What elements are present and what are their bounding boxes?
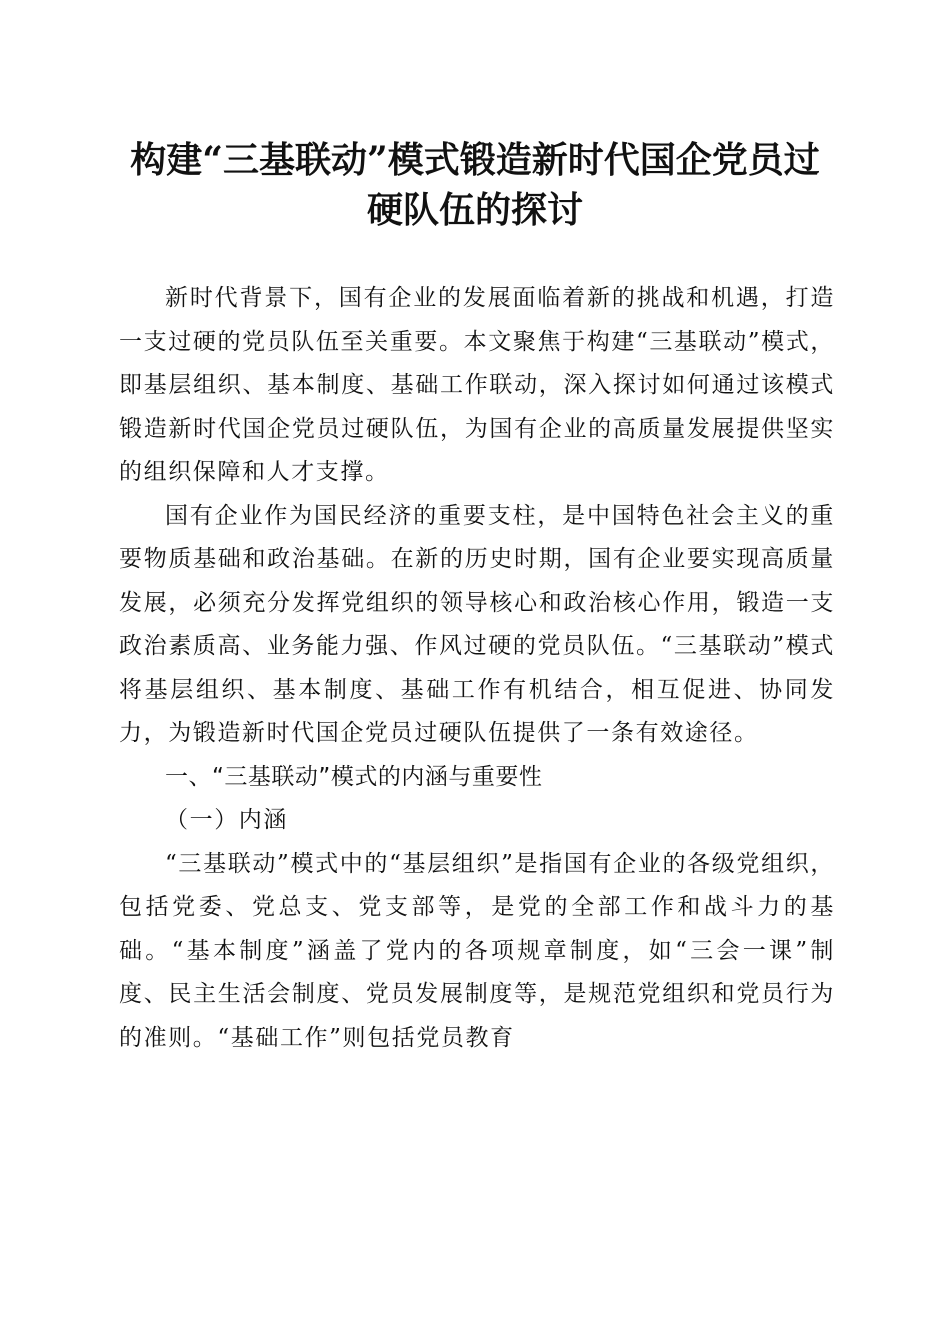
title-line-1: 构建“三基联动”模式锻造新时代国企党员过 [130,139,820,181]
paragraph-connotation: “三基联动”模式中的“基层组织”是指国有企业的各级党组织，包括党委、党总支、党支部等，是党的全部工作和战斗力的基础。“基本制度”涵盖了党内的各项规章制度，如“三会一课”制度、民主生活会制度、党员发展制度等，是规范党组织和党员行为的准则。“基础工作”则包括党员教育 [119,850,835,1051]
paragraph-background: 国有企业作为国民经济的重要支柱，是中国特色社会主义的重要物质基础和政治基础。在新的历史时期，国有企业要实现高质量发展，必须充分发挥党组织的领导核心和政治核心作用，锻造一支政治素质高、业务能力强、作风过硬的党员队伍。“三基联动”模式将基层组织、基本制度、基础工作有机结合，相互促进、协同发力，为锻造新时代国企党员过硬队伍提供了一条有效途径。 [119,502,835,746]
document-title [100,135,850,235]
title-line-2: 硬队伍的探讨 [366,189,583,231]
document-body [119,277,835,1060]
paragraph-intro: 新时代背景下，国有企业的发展面临着新的挑战和机遇，打造一支过硬的党员队伍至关重要。本文聚焦于构建“三基联动”模式，即基层组织、基本制度、基础工作联动，深入探讨如何通过该模式锻造新时代国企党员过硬队伍，为国有企业的高质量发展提供坚实的组织保障和人才支撑。 [119,285,835,485]
section-heading-1: 一、“三基联动”模式的内涵与重要性 [165,763,543,790]
subsection-heading-1: （一）内涵 [165,807,288,833]
